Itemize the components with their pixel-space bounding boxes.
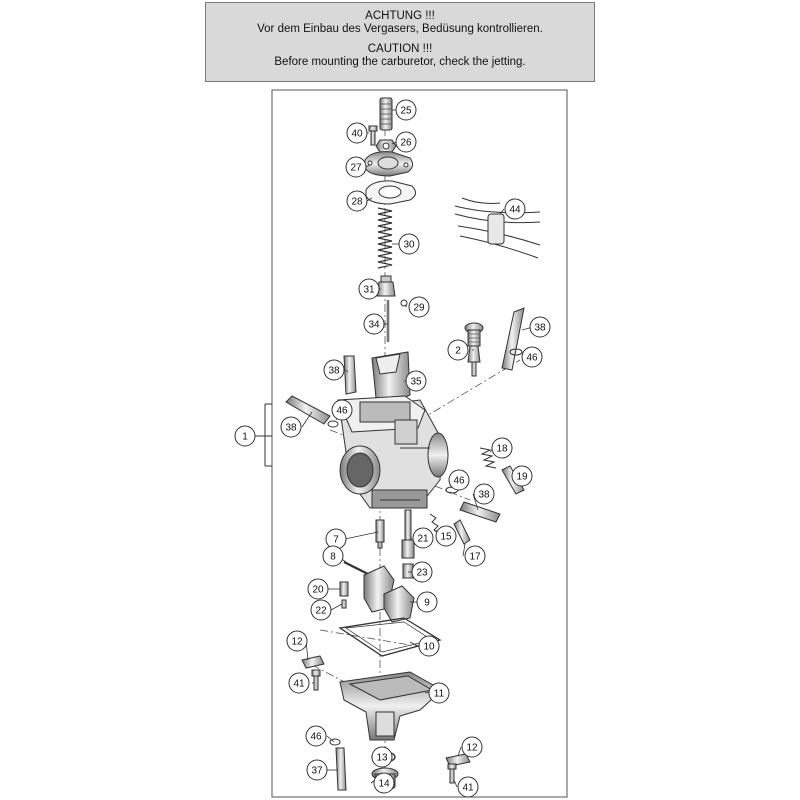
- callout-41-right: 41: [462, 782, 474, 794]
- part-carburetor-body: [338, 396, 448, 508]
- part-pilot-jet: [376, 520, 384, 548]
- callout-12-right: 12: [466, 742, 478, 754]
- notice-german-text: Vor dem Einbau des Vergasers, Bedüsung kontrollieren.: [257, 23, 543, 35]
- callout-1: 1: [242, 431, 248, 443]
- callout-7: 7: [333, 534, 339, 546]
- callout-38-right: 38: [478, 489, 490, 501]
- callout-38-upper-right: 38: [534, 322, 546, 334]
- callout-23: 23: [416, 567, 428, 579]
- part-hose-bundle: [455, 198, 540, 258]
- callout-20: 20: [312, 584, 324, 596]
- callout-25: 25: [400, 105, 412, 117]
- callout-19: 19: [516, 471, 528, 483]
- part-vent-tube-upper-right: [502, 308, 524, 370]
- notice-german-title: ACHTUNG !!!: [365, 10, 435, 22]
- callout-18: 18: [496, 443, 508, 455]
- callout-21: 21: [417, 533, 429, 545]
- callout-29: 29: [413, 302, 425, 314]
- callout-13: 13: [376, 752, 388, 764]
- callout-38-left-upper: 38: [328, 365, 340, 377]
- notice-english-title: CAUTION !!!: [367, 43, 433, 55]
- part-top-cover: [365, 152, 413, 176]
- part-air-screw: [454, 520, 470, 544]
- part-vent-tube-left-upper: [344, 356, 356, 394]
- callout-15: 15: [440, 531, 452, 543]
- callout-46-right: 46: [453, 475, 465, 487]
- part-nut: [376, 140, 396, 152]
- callout-27: 27: [350, 162, 362, 174]
- callout-22: 22: [315, 605, 327, 617]
- callout-11: 11: [433, 688, 445, 700]
- part-needle-jet: [402, 510, 414, 558]
- callout-28: 28: [351, 196, 363, 208]
- callout-46-left: 46: [336, 405, 348, 417]
- callout-40: 40: [351, 128, 363, 140]
- part-vent-tube-right: [460, 502, 500, 522]
- part-cover-gasket: [366, 181, 416, 204]
- part-small-screw: [369, 126, 377, 145]
- part-needle-clip: [401, 300, 407, 306]
- callout-2: 2: [455, 345, 461, 357]
- callout-35: 35: [410, 376, 422, 388]
- part-bracket-left: [302, 656, 324, 668]
- callout-37: 37: [311, 765, 323, 777]
- callout-9: 9: [424, 597, 430, 609]
- callout-41-left: 41: [293, 678, 305, 690]
- callout-8: 8: [330, 551, 336, 563]
- callout-30: 30: [403, 239, 415, 251]
- part-throttle-slide: [372, 352, 410, 400]
- callout-34: 34: [368, 319, 380, 331]
- callout-38-left: 38: [285, 422, 297, 434]
- callout-26: 26: [400, 137, 412, 149]
- callout-44: 44: [509, 204, 521, 216]
- callout-10: 10: [423, 641, 435, 653]
- part-needle-holder: [377, 276, 395, 296]
- part-cap-screw: [380, 98, 392, 130]
- callout-46-bottom: 46: [310, 731, 322, 743]
- callout-14: 14: [378, 778, 390, 790]
- callout-31: 31: [363, 284, 375, 296]
- callout-17: 17: [469, 551, 481, 563]
- part-float-bowl: [340, 672, 442, 740]
- notice-english-text: Before mounting the carburetor, check the jetting.: [274, 56, 526, 68]
- part-bowl-screw-right: [448, 764, 456, 783]
- callout-12-left: 12: [291, 636, 303, 648]
- part-bowl-screw-left: [312, 670, 320, 690]
- part-vent-tube-bottom: [336, 748, 346, 790]
- callout-46-upper-right: 46: [526, 352, 538, 364]
- part-main-jet: [403, 564, 413, 578]
